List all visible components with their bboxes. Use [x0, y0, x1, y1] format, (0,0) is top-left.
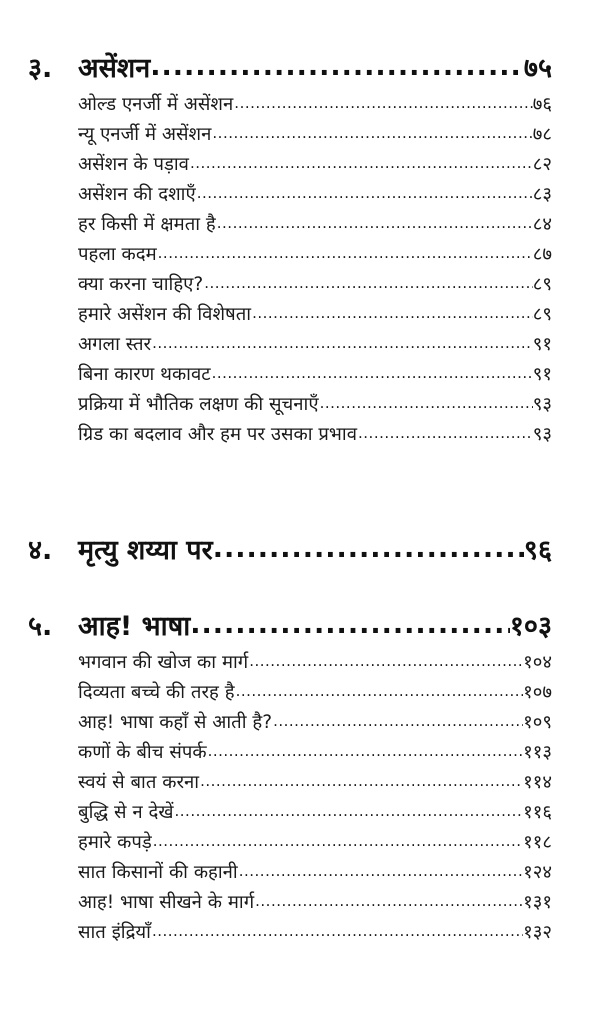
chapter-page-number: ९६ [523, 535, 552, 566]
toc-entry-title: आह! भाषा सीखने के मार्ग [78, 892, 255, 913]
toc-entry[interactable] [78, 418, 552, 448]
toc-entry-page: १२४ [523, 862, 552, 883]
toc-entry-page: ८४ [532, 214, 552, 235]
toc-entry-page: ११३ [523, 742, 552, 763]
toc-entry[interactable] [78, 736, 552, 766]
toc-entry[interactable] [78, 328, 552, 358]
dot-leader [235, 682, 524, 706]
toc-entry-page: १०९ [523, 712, 552, 733]
dot-leader [174, 802, 524, 826]
dot-leader [319, 394, 533, 418]
dot-leader [199, 772, 523, 796]
toc-entry-title: आह! भाषा कहाँ से आती है? [78, 712, 273, 733]
toc-entry-page: १०७ [523, 682, 552, 703]
toc-entry-title: असेंशन की दशाएँ [78, 184, 196, 205]
dot-leader [157, 244, 533, 268]
toc-entry-page: ८२ [532, 154, 552, 175]
dot-leader [150, 56, 524, 86]
toc-entry-page: ११६ [523, 802, 552, 823]
toc-entry[interactable] [78, 676, 552, 706]
dot-leader [216, 214, 533, 238]
toc-entry[interactable] [78, 178, 552, 208]
toc-entry[interactable] [78, 886, 552, 916]
toc-entry[interactable] [78, 298, 552, 328]
toc-entry-title: बुद्धि से न देखें [78, 802, 174, 823]
chapter-title: असेंशन [78, 53, 151, 84]
chapter-heading[interactable] [28, 610, 552, 644]
toc-entry-page: ११४ [523, 772, 552, 793]
toc-entry[interactable] [78, 388, 552, 418]
dot-leader [251, 304, 533, 328]
toc-entry[interactable] [78, 826, 552, 856]
toc-entry-title: पहला कदम [78, 244, 157, 265]
toc-entry-title: ओल्ड एनर्जी में असेंशन [78, 94, 234, 115]
chapter-page-number: १०३ [509, 611, 552, 642]
toc-entry[interactable] [78, 118, 552, 148]
toc-entry[interactable] [78, 646, 552, 676]
dot-leader [189, 154, 533, 178]
toc-entry-title: हमारे असेंशन की विशेषता [78, 304, 252, 325]
dot-leader [207, 742, 524, 766]
toc-entry-page: ११८ [523, 832, 552, 853]
toc-entry[interactable] [78, 238, 552, 268]
toc-entry[interactable] [78, 268, 552, 298]
dot-leader [211, 364, 533, 388]
toc-entry-page: ७६ [532, 94, 552, 115]
toc-entry[interactable] [78, 88, 552, 118]
toc-entry[interactable] [78, 856, 552, 886]
toc-entry-title: स्वयं से बात करना [78, 772, 200, 793]
toc-entry-page: ९३ [532, 424, 552, 445]
chapter-number: ५. [28, 611, 53, 642]
toc-entry[interactable] [78, 358, 552, 388]
chapter-3-entries [78, 88, 552, 448]
dot-leader [152, 832, 523, 856]
toc-entry-title: प्रक्रिया में भौतिक लक्षण की सूचनाएँ [78, 394, 319, 415]
dot-leader [190, 614, 510, 644]
dot-leader [254, 892, 523, 916]
toc-entry-title: न्यू एनर्जी में असेंशन [78, 124, 212, 145]
dot-leader [213, 538, 524, 568]
chapter-title: मृत्यु शय्या पर [78, 535, 213, 566]
toc-entry[interactable] [78, 148, 552, 178]
chapter-heading[interactable] [28, 534, 552, 568]
dot-leader [151, 334, 533, 358]
toc-entry-title: बिना कारण थकावट [78, 364, 211, 385]
toc-entry-page: १३१ [523, 892, 552, 913]
toc-entry-title: अगला स्तर [78, 334, 152, 355]
dot-leader [203, 274, 533, 298]
toc-entry-title: सात किसानों की कहानी [78, 862, 238, 883]
toc-entry-page: ८९ [532, 304, 552, 325]
dot-leader [196, 184, 533, 208]
chapter-heading[interactable] [28, 52, 552, 86]
dot-leader [233, 94, 532, 118]
toc-entry-title: असेंशन के पड़ाव [78, 154, 189, 175]
toc-entry-page: ९३ [532, 394, 552, 415]
toc-entry-title: हमारे कपड़े [78, 832, 152, 853]
toc-entry[interactable] [78, 796, 552, 826]
dot-leader [248, 652, 523, 676]
toc-entry-title: क्या करना चाहिए? [78, 274, 204, 295]
toc-entry-page: ९१ [532, 334, 552, 355]
toc-entry-page: ७८ [532, 124, 552, 145]
chapter-title: आह! भाषा [78, 611, 191, 642]
chapter-page-number: ७५ [523, 53, 552, 84]
dot-leader [238, 862, 523, 886]
toc-entry-title: हर किसी में क्षमता है [78, 214, 216, 235]
toc-entry-page: १३२ [523, 922, 552, 943]
dot-leader [151, 922, 523, 946]
toc-entry[interactable] [78, 706, 552, 736]
toc-entry-title: ग्रिड का बदलाव और हम पर उसका प्रभाव [78, 424, 358, 445]
toc-entry-title: सात इंद्रियाँ [78, 922, 151, 943]
chapter-number: ४. [28, 535, 53, 566]
toc-entry-page: ९१ [532, 364, 552, 385]
chapter-number: ३. [28, 53, 53, 84]
toc-entry-title: भगवान की खोज का मार्ग [78, 652, 249, 673]
chapter-5-entries [78, 646, 552, 946]
toc-entry-page: ८९ [532, 274, 552, 295]
dot-leader [211, 124, 532, 148]
toc-entry-page: १०४ [523, 652, 552, 673]
toc-entry-title: दिव्यता बच्चे की तरह है [78, 682, 235, 703]
toc-entry[interactable] [78, 916, 552, 946]
toc-entry-page: ८३ [532, 184, 552, 205]
toc-entry[interactable] [78, 766, 552, 796]
toc-entry-title: कणों के बीच संपर्क [78, 742, 207, 763]
toc-entry[interactable] [78, 208, 552, 238]
dot-leader [272, 712, 523, 736]
dot-leader [357, 424, 533, 448]
toc-entry-page: ८७ [532, 244, 552, 265]
